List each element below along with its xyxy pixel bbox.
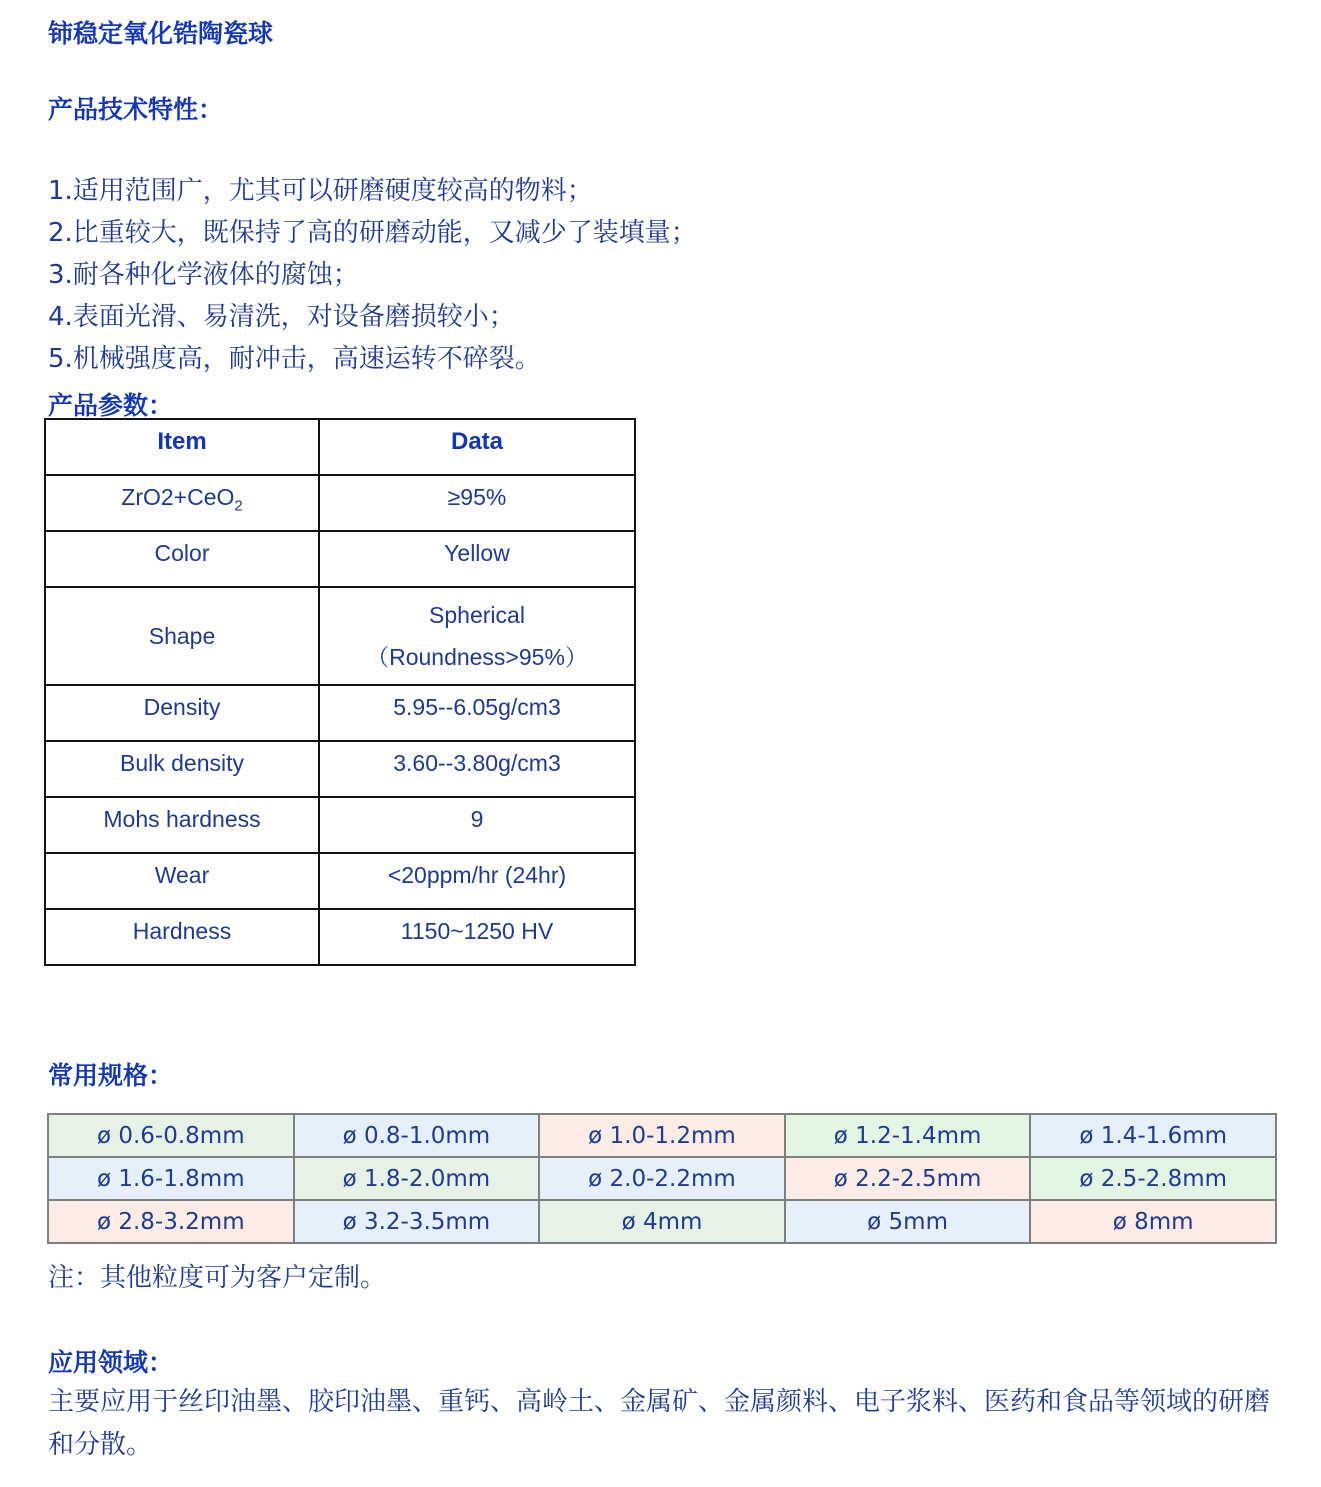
table-row xyxy=(45,797,635,853)
table-row xyxy=(45,685,635,741)
param-item: Mohs hardness xyxy=(45,797,319,853)
feature-item: 4.表面光滑、易清洗，对设备磨损较小； xyxy=(48,302,515,332)
table-row xyxy=(45,741,635,797)
feature-item: 3.耐各种化学液体的腐蚀； xyxy=(48,260,359,290)
param-value: Yellow xyxy=(319,531,635,587)
spec-cell: ø 3.2-3.5mm xyxy=(294,1200,540,1243)
specs-row xyxy=(48,1114,1276,1157)
features-list xyxy=(48,170,697,380)
spec-cell: ø 2.8-3.2mm xyxy=(48,1200,294,1243)
param-value: Spherical （Roundness>95%） xyxy=(319,587,635,685)
spec-cell: ø 2.0-2.2mm xyxy=(539,1157,785,1200)
param-value: 9 xyxy=(319,797,635,853)
custom-size-note: 注：其他粒度可为客户定制。 xyxy=(48,1263,387,1293)
feature-item: 5.机械强度高，耐冲击，高速运转不碎裂。 xyxy=(48,344,541,374)
param-item: Color xyxy=(45,531,319,587)
table-row xyxy=(45,531,635,587)
param-item: Shape xyxy=(45,587,319,685)
spec-cell: ø 0.8-1.0mm xyxy=(294,1114,540,1157)
param-value: 3.60--3.80g/cm3 xyxy=(319,741,635,797)
spec-cell: ø 1.8-2.0mm xyxy=(294,1157,540,1200)
params-table xyxy=(44,418,636,966)
param-item: Density xyxy=(45,685,319,741)
param-item: ZrO2+CeO$_2$ xyxy=(45,475,319,531)
params-heading: 产品参数： xyxy=(48,391,174,420)
specs-heading: 常用规格： xyxy=(48,1061,174,1090)
apps-heading: 应用领域： xyxy=(48,1348,174,1377)
param-value: 1150~1250 HV xyxy=(319,909,635,965)
spec-cell: ø 4mm xyxy=(539,1200,785,1243)
table-row xyxy=(45,475,635,531)
param-item: Wear xyxy=(45,853,319,909)
table-row xyxy=(45,853,635,909)
param-item: Bulk density xyxy=(45,741,319,797)
spec-cell: ø 1.6-1.8mm xyxy=(48,1157,294,1200)
specs-table xyxy=(47,1113,1277,1244)
specs-row xyxy=(48,1200,1276,1243)
param-value: 5.95--6.05g/cm3 xyxy=(319,685,635,741)
spec-cell: ø 1.0-1.2mm xyxy=(539,1114,785,1157)
spec-cell: ø 2.2-2.5mm xyxy=(785,1157,1031,1200)
spec-cell: ø 2.5-2.8mm xyxy=(1030,1157,1276,1200)
header-data: Data xyxy=(319,419,635,475)
specs-row xyxy=(48,1157,1276,1200)
spec-cell: ø 8mm xyxy=(1030,1200,1276,1243)
page-title: 铈稳定氧化锆陶瓷球 xyxy=(48,19,274,48)
apps-text: 主要应用于丝印油墨、胶印油墨、重钙、高岭土、金属矿、金属颜料、电子浆料、医药和食品等领域的研磨和分散。 xyxy=(48,1387,1271,1460)
header-item: Item xyxy=(45,419,319,475)
spec-cell: ø 1.2-1.4mm xyxy=(785,1114,1031,1157)
table-row xyxy=(45,587,635,685)
param-value: <20ppm/hr (24hr) xyxy=(319,853,635,909)
param-value: ≥95% xyxy=(319,475,635,531)
features-heading: 产品技术特性： xyxy=(48,95,224,124)
spec-cell: ø 0.6-0.8mm xyxy=(48,1114,294,1157)
table-header-row xyxy=(45,419,635,475)
param-item: Hardness xyxy=(45,909,319,965)
feature-item: 2.比重较大，既保持了高的研磨动能，又减少了装填量； xyxy=(48,218,697,248)
spec-cell: ø 5mm xyxy=(785,1200,1031,1243)
table-row xyxy=(45,909,635,965)
spec-cell: ø 1.4-1.6mm xyxy=(1030,1114,1276,1157)
feature-item: 1.适用范围广，尤其可以研磨硬度较高的物料； xyxy=(48,176,593,206)
